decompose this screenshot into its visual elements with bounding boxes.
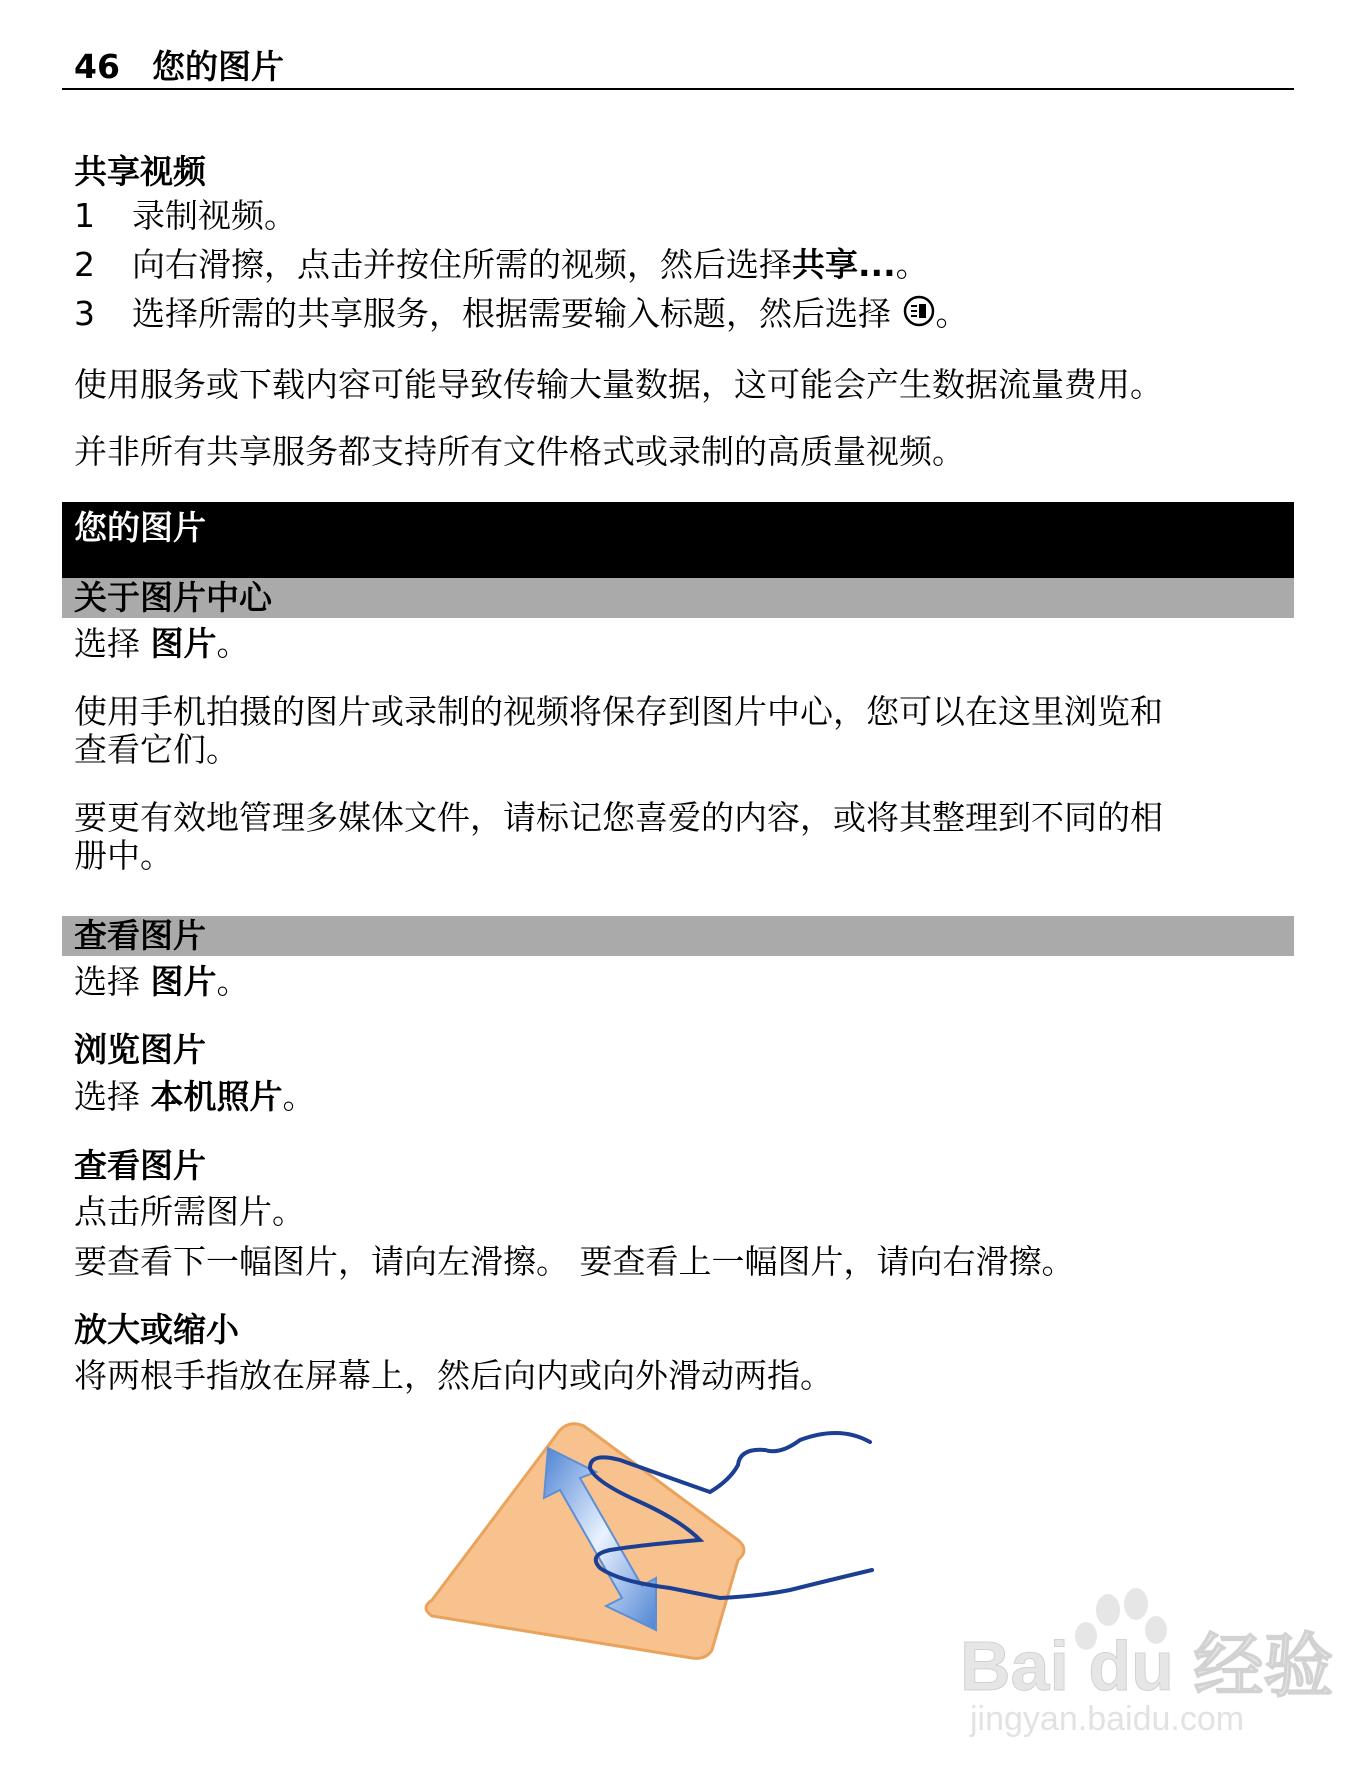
share-send-icon bbox=[902, 294, 936, 337]
step-3-text-before: 选择所需的共享服务，根据需要输入标题，然后选择 bbox=[132, 294, 891, 333]
step-2-text-before: 向右滑擦，点击并按住所需的视频，然后选择 bbox=[132, 245, 792, 284]
browse-heading: 浏览图片 bbox=[74, 1030, 206, 1069]
section-title-view: 查看图片 bbox=[74, 916, 206, 955]
data-cost-note: 使用服务或下载内容可能导致传输大量数据，这可能会产生数据流量费用。 bbox=[74, 365, 1163, 404]
about-para1-line2: 查看它们。 bbox=[74, 730, 239, 769]
select-suffix: 。 bbox=[216, 962, 250, 1001]
view-select-instruction bbox=[74, 962, 250, 1002]
about-para2-line1: 要更有效地管理多媒体文件，请标记您喜爱的内容，或将其整理到不同的相 bbox=[74, 798, 1163, 837]
share-menu-label: 共享... bbox=[792, 245, 896, 284]
step-2-number: 2 bbox=[74, 245, 95, 284]
section-bar-about bbox=[62, 578, 1294, 618]
browse-instruction bbox=[74, 1077, 316, 1117]
photos-app-label: 图片 bbox=[150, 624, 217, 663]
select-prefix: 选择 bbox=[74, 1077, 140, 1116]
share-video-heading: 共享视频 bbox=[74, 152, 206, 191]
select-prefix: 选择 bbox=[74, 624, 140, 663]
step-3-text-after: 。 bbox=[935, 294, 969, 333]
view-picture-line1: 点击所需图片。 bbox=[74, 1192, 305, 1231]
section-title-about: 关于图片中心 bbox=[74, 578, 272, 617]
section-bar-view bbox=[62, 916, 1294, 956]
step-2-text bbox=[132, 245, 929, 285]
chapter-bar bbox=[62, 502, 1294, 580]
page-number: 46 bbox=[74, 47, 120, 86]
about-para2-line2: 册中。 bbox=[74, 836, 173, 875]
step-1-text: 录制视频。 bbox=[132, 196, 297, 235]
view-picture-line2: 要查看下一幅图片，请向左滑擦。 要查看上一幅图片，请向右滑擦。 bbox=[74, 1242, 1075, 1281]
about-para1-line1: 使用手机拍摄的图片或录制的视频将保存到图片中心，您可以在这里浏览和 bbox=[74, 692, 1163, 731]
zoom-instruction: 将两根手指放在屏幕上，然后向内或向外滑动两指。 bbox=[74, 1356, 833, 1395]
page-header bbox=[62, 44, 1294, 90]
chapter-title: 您的图片 bbox=[74, 508, 206, 547]
pinch-zoom-illustration bbox=[420, 1420, 920, 1684]
zoom-heading: 放大或缩小 bbox=[74, 1310, 239, 1349]
select-suffix: 。 bbox=[282, 1077, 316, 1116]
baidu-watermark bbox=[960, 1590, 1334, 1744]
select-suffix: 。 bbox=[216, 624, 250, 663]
step-3-number: 3 bbox=[74, 294, 95, 333]
format-support-note: 并非所有共享服务都支持所有文件格式或录制的高质量视频。 bbox=[74, 432, 965, 471]
photos-app-label: 图片 bbox=[150, 962, 217, 1001]
watermark-brand: Bai du 经验 bbox=[960, 1627, 1334, 1705]
select-prefix: 选择 bbox=[74, 962, 140, 1001]
step-3-text bbox=[132, 294, 969, 337]
step-2-text-after: 。 bbox=[895, 245, 929, 284]
device-photos-label: 本机照片 bbox=[150, 1077, 283, 1116]
view-picture-heading: 查看图片 bbox=[74, 1146, 206, 1185]
step-1-number: 1 bbox=[74, 196, 95, 235]
about-select-instruction bbox=[74, 624, 250, 664]
running-title: 您的图片 bbox=[152, 47, 284, 86]
watermark-url: jingyan.baidu.com bbox=[970, 1700, 1245, 1738]
